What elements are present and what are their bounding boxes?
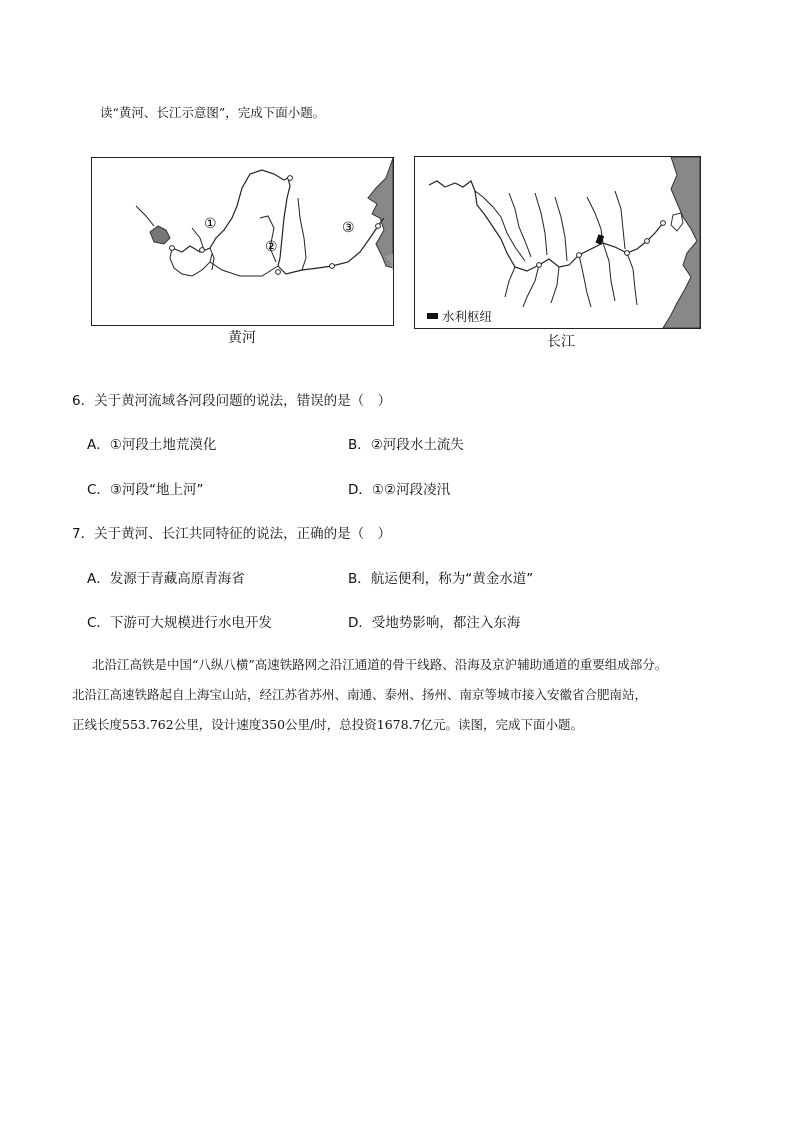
town-4 — [645, 239, 650, 244]
lake — [150, 226, 170, 244]
map-legend — [427, 307, 492, 325]
town-2 — [200, 248, 205, 253]
trib-11 — [627, 253, 637, 305]
trib-10 — [603, 243, 615, 301]
yellow-river-map — [91, 157, 394, 326]
marker-2: ② — [265, 239, 278, 255]
marker-1: ① — [204, 216, 217, 232]
yangtze-map — [414, 156, 701, 329]
yangtze-drawing — [415, 157, 700, 328]
question-6-option-b[interactable]: B．②河段水土流失 — [348, 437, 464, 453]
town-4 — [276, 270, 281, 275]
town-1 — [537, 263, 542, 268]
tributary-1 — [136, 206, 154, 226]
town-5 — [330, 264, 335, 269]
trib-9 — [579, 255, 591, 307]
question-7-option-b[interactable]: B．航运便利，称为“黄金水道” — [348, 571, 534, 587]
river-upper-loop — [170, 248, 212, 276]
question-6-option-d[interactable]: D．①②河段凌汛 — [348, 482, 451, 498]
town-3 — [288, 176, 293, 181]
trib-3 — [535, 193, 547, 255]
question-6-stem: 6．关于黄河流域各河段问题的说法，错误的是（ ） — [72, 393, 392, 409]
trib-4 — [555, 197, 567, 261]
passage — [72, 650, 752, 740]
marker-3: ③ — [342, 220, 355, 236]
trib-12 — [505, 267, 515, 297]
headwaters — [429, 181, 663, 271]
river-lower-course — [210, 262, 278, 276]
trib-6 — [615, 191, 625, 249]
question-7-stem: 7．关于黄河、长江共同特征的说法，正确的是（ ） — [72, 526, 392, 542]
legend-label: 水利枢纽 — [442, 309, 493, 324]
question-7-option-d[interactable]: D．受地势影响，都注入东海 — [348, 615, 521, 631]
tributary-4 — [298, 198, 306, 270]
town-3 — [625, 251, 630, 256]
trib-8 — [551, 267, 559, 303]
trib-1 — [475, 191, 525, 261]
passage-line-1: 北沿江高铁是中国“八纵八横”高速铁路网之沿江通道的骨干线路、沿海及京沪辅助通道的重要组成部分。 — [92, 657, 668, 672]
question-7-option-c[interactable]: C．下游可大规模进行水电开发 — [87, 615, 272, 631]
sea-area — [368, 158, 393, 268]
town-6 — [376, 224, 381, 229]
dam-legend-swatch — [427, 313, 438, 319]
intro-text: 读“黄河、长江示意图”，完成下面小题。 — [100, 105, 326, 120]
town-1 — [170, 246, 175, 251]
sea-area — [663, 157, 700, 328]
town-2 — [577, 253, 582, 258]
yellow-river-drawing — [92, 158, 393, 325]
tributary-5 — [192, 228, 204, 250]
town-5 — [661, 221, 666, 226]
trib-7 — [523, 265, 539, 307]
question-6-option-c[interactable]: C．③河段“地上河” — [87, 482, 204, 498]
yangtze-caption: 长江 — [547, 334, 575, 350]
question-7-option-a[interactable]: A．发源于青藏高原青海省 — [87, 571, 245, 587]
passage-line-3: 正线长度553.762公里，设计速度350公里/时，总投资1678.7亿元。读图，完成下面小题。 — [72, 717, 583, 732]
yellow-river-caption: 黄河 — [228, 330, 256, 346]
island — [671, 213, 683, 231]
question-6-option-a[interactable]: A．①河段土地荒漠化 — [87, 437, 217, 453]
trib-2 — [509, 193, 531, 257]
passage-line-2: 北沿江高速铁路起自上海宝山站，经江苏省苏州、南通、泰州、扬州、南京等城市接入安徽省合肥南站， — [72, 687, 648, 702]
